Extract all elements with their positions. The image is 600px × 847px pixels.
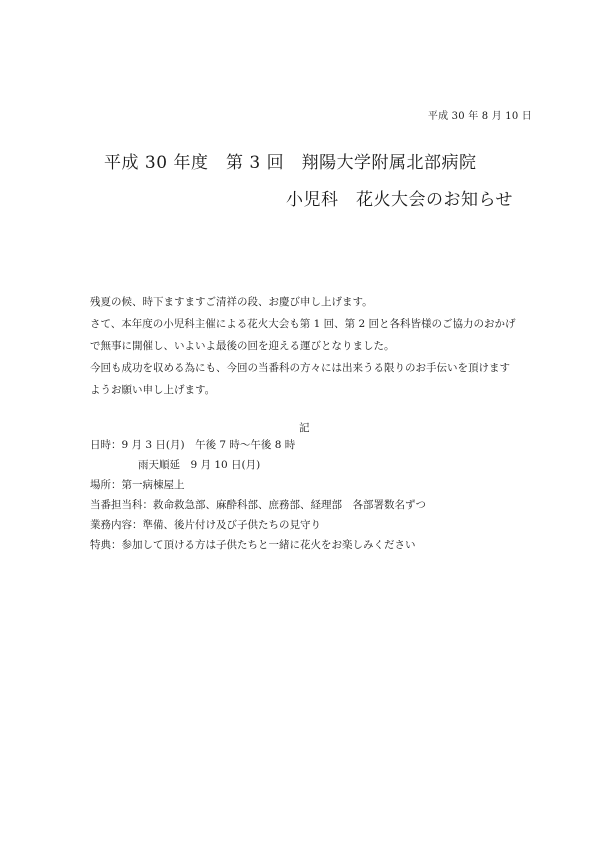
body-line: さて、本年度の小児科主催による花火大会も第 1 回、第 2 回と各科皆様のご協力のおかげ (90, 318, 516, 330)
ki-heading: 記 (299, 422, 310, 434)
detail-rain-date: 雨天順延 9 月 10 日(月) (138, 459, 261, 471)
detail-benefit: 特典：参加して頂ける方は子供たちと一緒に花火をお楽しみください (90, 539, 416, 551)
issue-date: 平成 30 年 8 月 10 日 (427, 111, 532, 122)
body-line: で無事に開催し、いよいよ最後の回を迎える運びとなりました。 (90, 340, 395, 352)
detail-tasks: 業務内容：準備、後片付け及び子供たちの見守り (90, 519, 321, 531)
body-line: 残夏の候、時下ますますご清祥の段、お慶び申し上げます。 (90, 296, 373, 308)
body-line: ようお願い申し上げます。 (90, 384, 216, 396)
title-line-2: 小児科 花火大会のお知らせ (286, 190, 513, 210)
detail-datetime: 日時：9 月 3 日(月) 午後 7 時～午後 8 時 (90, 439, 296, 451)
body-line: 今回も成功を収める為にも、今回の当番科の方々には出来うる限りのお手伝いを頂けます (90, 362, 510, 374)
body-text (90, 291, 530, 401)
detail-place: 場所：第一病棟屋上 (90, 479, 185, 491)
event-details (90, 435, 530, 555)
title-line-1: 平成 30 年度 第 3 回 翔陽大学附属北部病院 (104, 153, 477, 173)
detail-duty-departments: 当番担当科：救命救急部、麻酔科部、庶務部、経理部 各部署数名ずつ (90, 499, 426, 511)
